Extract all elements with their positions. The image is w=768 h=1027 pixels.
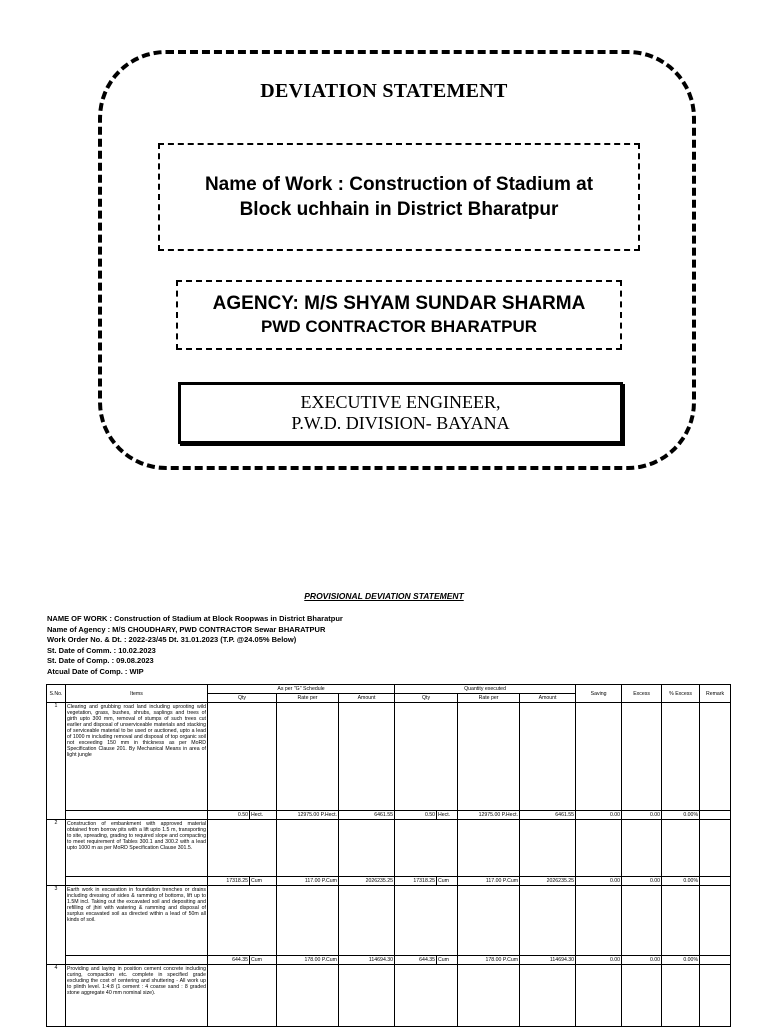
deviation-table bbox=[46, 684, 731, 1027]
header-remark: Remark bbox=[700, 685, 731, 703]
meta-name-of-work: NAME OF WORK : Construction of Stadium at Block Roopwas in District Bharatpur bbox=[47, 614, 343, 623]
meta-work-order: Work Order No. & Dt. : 2022-23/45 Dt. 31.01.2023 (T.P. @24.05% Below) bbox=[47, 635, 297, 645]
g-unit: Cum bbox=[250, 956, 277, 965]
header-pct-excess: % Excess bbox=[662, 685, 700, 703]
e-unit: Cum bbox=[437, 956, 458, 965]
row-description: Clearing and grubbing road land including uprooting wild vegetation, grass, bushes, shrubs, saplings and trees of girth upto 300 mm, removal of stumps of such trees cut earlier and disposal of unserviceable materials and stacking of serviceable material to be used or auctioned, upto a lead of 1000 m including removal and disposal of top organic soil not exceeding 150 mm in thickness as per MoRD Specification Clause 201. By Mechanical Means in area of light jungle bbox=[66, 703, 208, 811]
header-qty-executed: Quantity executed bbox=[395, 685, 576, 694]
ee-line-1: EXECUTIVE ENGINEER, bbox=[300, 392, 501, 412]
row-sno: 4 bbox=[47, 965, 66, 1027]
g-qty: 0.50 bbox=[208, 811, 250, 820]
ee-line-2: P.W.D. DIVISION- BAYANA bbox=[291, 413, 510, 433]
g-per: P.Cum bbox=[321, 957, 337, 963]
header-g-qty: Qty bbox=[208, 694, 277, 703]
g-amount: 2026235.25 bbox=[339, 877, 395, 886]
g-unit: Cum bbox=[250, 877, 277, 886]
row-sno: 1 bbox=[47, 703, 66, 820]
g-amount: 114694.30 bbox=[339, 956, 395, 965]
table-row-values bbox=[47, 956, 731, 965]
g-per: P.Hect. bbox=[320, 812, 337, 818]
saving: 0.00 bbox=[576, 877, 622, 886]
header-sno: S.No. bbox=[47, 685, 66, 703]
g-qty: 644.35 bbox=[208, 956, 250, 965]
e-unit: Cum bbox=[437, 877, 458, 886]
e-per: P.Hect. bbox=[501, 812, 519, 818]
g-rate: 178.00 bbox=[304, 957, 321, 963]
name-of-work-box bbox=[158, 143, 640, 251]
pct-excess: 0.00% bbox=[662, 877, 700, 886]
header-g-rate: Rate per bbox=[277, 694, 339, 703]
e-rate: 178.00 bbox=[485, 957, 502, 963]
statement-heading: PROVISIONAL DEVIATION STATEMENT bbox=[304, 591, 464, 601]
agency-box bbox=[176, 280, 622, 350]
table-row bbox=[47, 820, 731, 877]
row-sno: 3 bbox=[47, 886, 66, 965]
excess: 0.00 bbox=[622, 956, 662, 965]
g-amount: 6461.55 bbox=[339, 811, 395, 820]
statement-meta bbox=[47, 614, 343, 678]
e-per: P.Cum bbox=[502, 957, 519, 963]
e-qty: 644.35 bbox=[395, 956, 437, 965]
g-rate: 12975.00 bbox=[297, 812, 320, 818]
e-qty: 17318.25 bbox=[395, 877, 437, 886]
e-amount: 114694.30 bbox=[520, 956, 576, 965]
header-e-rate: Rate per bbox=[458, 694, 520, 703]
cover-title: DEVIATION STATEMENT bbox=[260, 80, 508, 102]
g-per: P.Cum bbox=[321, 878, 337, 884]
header-as-per-g: As per "G" Schedule bbox=[208, 685, 395, 694]
saving: 0.00 bbox=[576, 956, 622, 965]
work-line-2: Block uchhain in District Bharatpur bbox=[239, 199, 559, 220]
e-rate: 117.00 bbox=[485, 878, 502, 884]
meta-actual-comp: Atcual Date of Comp. : WIP bbox=[47, 666, 144, 676]
header-saving: Saving bbox=[576, 685, 622, 703]
excess: 0.00 bbox=[622, 811, 662, 820]
row-sno: 2 bbox=[47, 820, 66, 886]
header-g-amount: Amount bbox=[339, 694, 395, 703]
header-e-qty: Qty bbox=[395, 694, 458, 703]
header-excess: Excess bbox=[622, 685, 662, 703]
e-amount: 6461.55 bbox=[520, 811, 576, 820]
excess: 0.00 bbox=[622, 877, 662, 886]
table-row bbox=[47, 703, 731, 811]
header-items: Items bbox=[66, 685, 208, 703]
row-description: Construction of embankment with approved material obtained from borrow pits with a lift upto 1.5 m, transporting to site, spreading, grading to required slope and compacting to meet requirement of Tables 300.1 and 300.2 with a lead upto 1000 m as per MoRD Specification Clause 301.5. bbox=[66, 820, 208, 877]
e-rate: 12975.00 bbox=[478, 812, 501, 818]
row-description: Earth work in excavation in foundation trenches or drains including dressing of sides & ramming of bottoms, lift up to 1.5M incl. Taking out the excavated soil and depositing and refilling of jhiri with watering & ramming and disposal of surplus excavated soil as directed within a lead of 50m all kinds of soil. bbox=[66, 886, 208, 956]
e-amount: 2026235.25 bbox=[520, 877, 576, 886]
table-row bbox=[47, 965, 731, 1027]
row-description: Providing and laying in position cement concrete including curing, compaction etc. complete in specified grade excluding the cost of centering and shuttering - All work up to plinth level. 1:4:8 (1 cement : 4 coarse sand : 8 graded stone aggregate 40 mm nominal size). bbox=[66, 965, 208, 1027]
agency-line-2: PWD CONTRACTOR BHARATPUR bbox=[260, 317, 538, 336]
table-row bbox=[47, 886, 731, 956]
meta-agency: Name of Agency : M/S CHOUDHARY, PWD CONTRACTOR Sewar BHARATPUR bbox=[47, 624, 326, 634]
meta-date-comm: St. Date of Comm. : 10.02.2023 bbox=[47, 645, 156, 655]
g-rate: 117.00 bbox=[304, 878, 321, 884]
table-row-values bbox=[47, 811, 731, 820]
table-row-values bbox=[47, 877, 731, 886]
e-qty: 0.50 bbox=[395, 811, 437, 820]
executive-engineer-box bbox=[178, 382, 623, 444]
meta-date-comp: St. Date of Comp. : 09.08.2023 bbox=[47, 656, 154, 666]
header-e-amount: Amount bbox=[520, 694, 576, 703]
work-line-1: Name of Work : Construction of Stadium at bbox=[204, 174, 594, 195]
pct-excess: 0.00% bbox=[662, 956, 700, 965]
g-qty: 17318.25 bbox=[208, 877, 250, 886]
saving: 0.00 bbox=[576, 811, 622, 820]
g-unit: Hect. bbox=[250, 811, 277, 820]
e-unit: Hect. bbox=[437, 811, 458, 820]
table-header-row bbox=[47, 685, 731, 694]
agency-line-1: AGENCY: M/S SHYAM SUNDAR SHARMA bbox=[212, 293, 586, 314]
pct-excess: 0.00% bbox=[662, 811, 700, 820]
e-per: P.Cum bbox=[502, 878, 519, 884]
